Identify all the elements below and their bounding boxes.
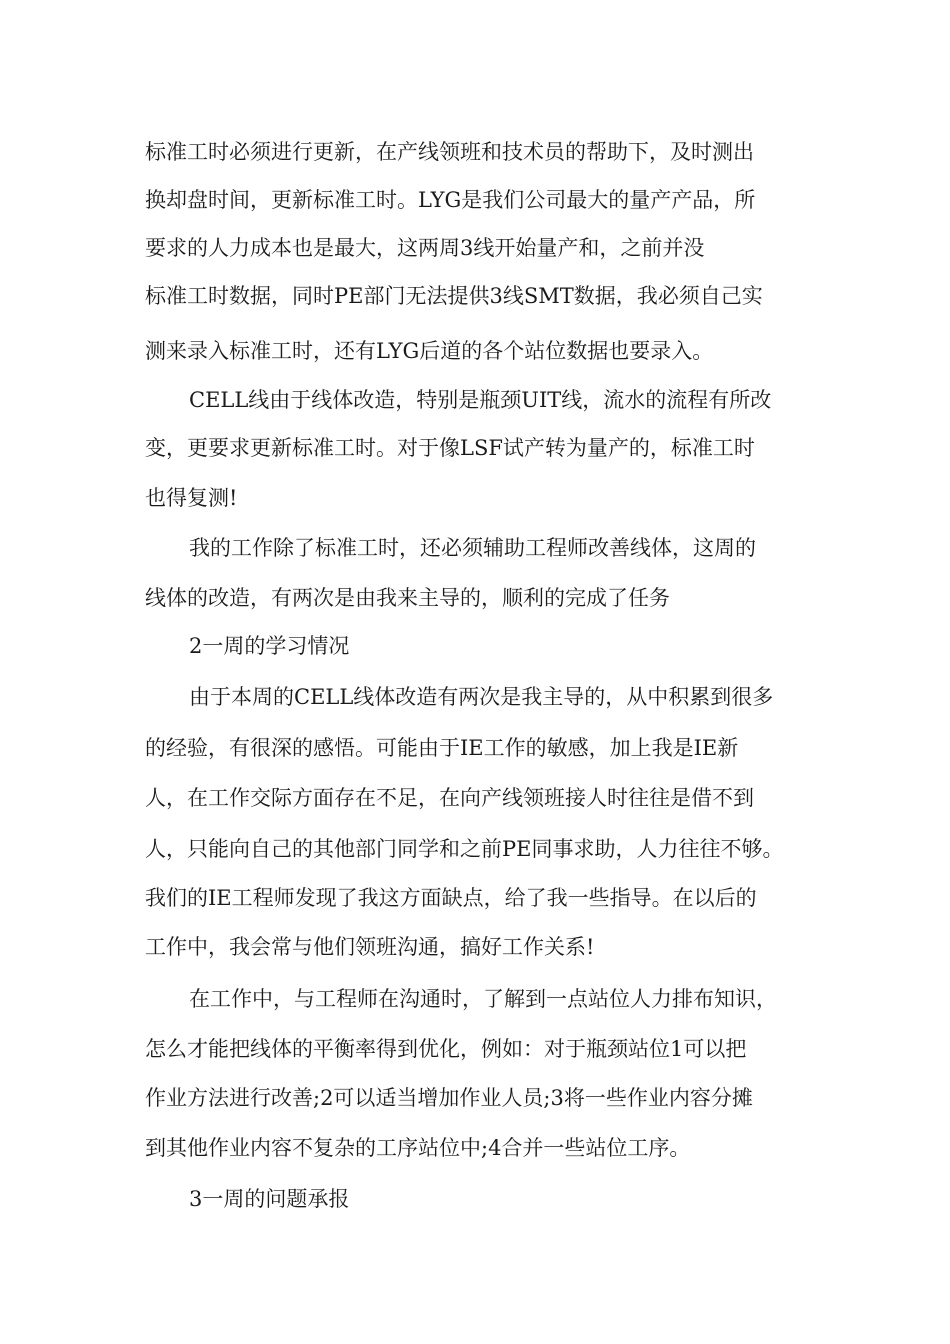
text-line: 人，只能向自己的其他部门同学和之前PE同事求助，人力往往不够。 [145, 837, 784, 861]
text-line: 标准工时必须进行更新，在产线领班和技术员的帮助下，及时测出 [145, 140, 754, 164]
text-line: 测来录入标准工时，还有LYG后道的各个站位数据也要录入。 [145, 339, 714, 363]
text-line: 的经验，有很深的感悟。可能由于IE工作的敏感，加上我是IE新 [145, 736, 739, 760]
text-line: 变，更要求更新标准工时。对于像LSF试产转为量产的，标准工时 [145, 436, 755, 460]
text-line: 线体的改造，有两次是由我来主导的，顺利的完成了任务 [145, 586, 670, 610]
paragraph-first-line: 我的工作除了标准工时，还必须辅助工程师改善线体，这周的 [189, 536, 756, 560]
section-heading: 3一周的问题承报 [189, 1187, 350, 1211]
section-heading: 2一周的学习情况 [189, 634, 350, 658]
text-line: 标准工时数据，同时PE部门无法提供3线SMT数据，我必须自己实 [145, 284, 763, 308]
text-line: 人，在工作交际方面存在不足，在向产线领班接人时往往是借不到 [145, 786, 754, 810]
text-line: 怎么才能把线体的平衡率得到优化，例如：对于瓶颈站位1可以把 [145, 1037, 747, 1061]
paragraph-first-line: 由于本周的CELL线体改造有两次是我主导的，从中积累到很多 [189, 685, 774, 709]
text-line: 也得复测! [145, 486, 238, 510]
text-line: 作业方法进行改善;2可以适当增加作业人员;3将一些作业内容分摊 [145, 1086, 753, 1110]
text-line: 工作中，我会常与他们领班沟通，搞好工作关系! [145, 935, 595, 959]
text-line: 要求的人力成本也是最大，这两周3线开始量产和，之前并没 [145, 236, 705, 260]
text-line: 换却盘时间，更新标准工时。LYG是我们公司最大的量产产品，所 [145, 188, 756, 212]
text-line: 我们的IE工程师发现了我这方面缺点，给了我一些指导。在以后的 [145, 886, 757, 910]
text-line: 到其他作业内容不复杂的工序站位中;4合并一些站位工序。 [145, 1136, 691, 1160]
paragraph-first-line: 在工作中，与工程师在沟通时，了解到一点站位人力排布知识， [189, 987, 777, 1011]
paragraph-first-line: CELL线由于线体改造，特别是瓶颈UIT线，流水的流程有所改 [189, 388, 772, 412]
